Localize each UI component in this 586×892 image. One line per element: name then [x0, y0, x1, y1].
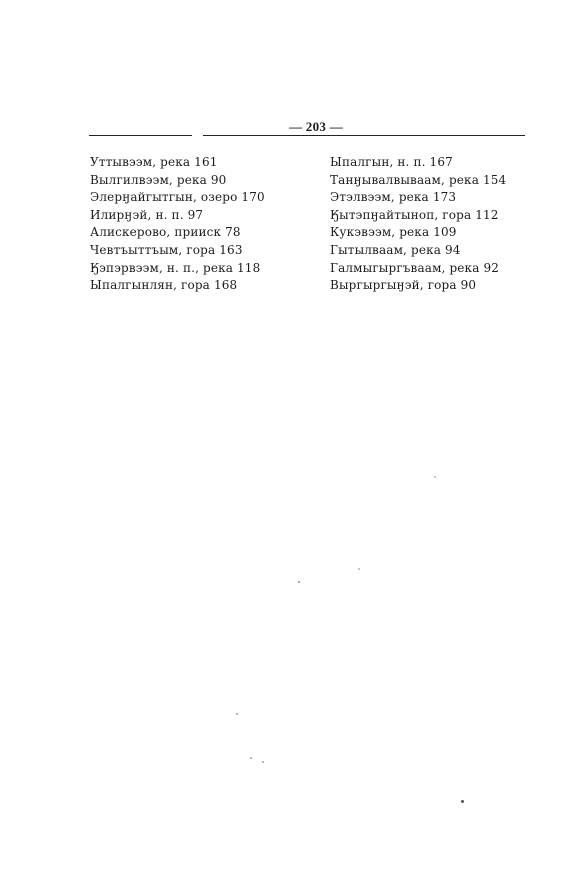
- scan-speck: [250, 757, 252, 759]
- scan-speck: [461, 800, 464, 803]
- scan-speck: [262, 761, 264, 763]
- index-entry: Этэлвээм, река 173: [330, 190, 457, 205]
- index-entry: Вылгилвээм, река 90: [90, 172, 227, 187]
- index-entry: Ыпалгынлян, гора 168: [90, 278, 238, 293]
- index-entry: Гытылваам, река 94: [330, 242, 461, 257]
- index-entry: Ӄэпэрвээм, н. п., река 118: [90, 260, 261, 275]
- index-entry: Ӄытэпӈайтынoп, гора 112: [330, 207, 499, 222]
- index-entry: Алискерово, прииск 78: [90, 225, 241, 240]
- index-entry: Кукэвээм, река 109: [330, 225, 457, 240]
- page-number: — 203 —: [288, 119, 344, 134]
- index-entry: Выргыргыӈэй, гора 90: [330, 278, 477, 293]
- scan-speck: [434, 476, 436, 478]
- index-entry: Элерӈайгытгын, озеро 170: [90, 190, 265, 205]
- scan-speck: [358, 568, 360, 570]
- index-column-left: [90, 154, 308, 295]
- index-entry: Уттывээм, река 161: [90, 155, 218, 169]
- header-rule-right: [203, 135, 525, 136]
- index-entry: Танӈывалвываам, река 154: [330, 172, 507, 187]
- index-column-right: [330, 154, 540, 295]
- index-entry: Чевтъыттъым, гора 163: [90, 242, 243, 257]
- index-entry: Илирӈэй, н. п. 97: [90, 207, 204, 222]
- scan-speck: [236, 713, 238, 715]
- index-entry: Галмыгыргъваам, река 92: [330, 260, 500, 275]
- header-rule-left: [89, 135, 192, 136]
- scan-speck: [298, 581, 300, 583]
- index-entry: Ыпалгын, н. п. 167: [330, 155, 453, 169]
